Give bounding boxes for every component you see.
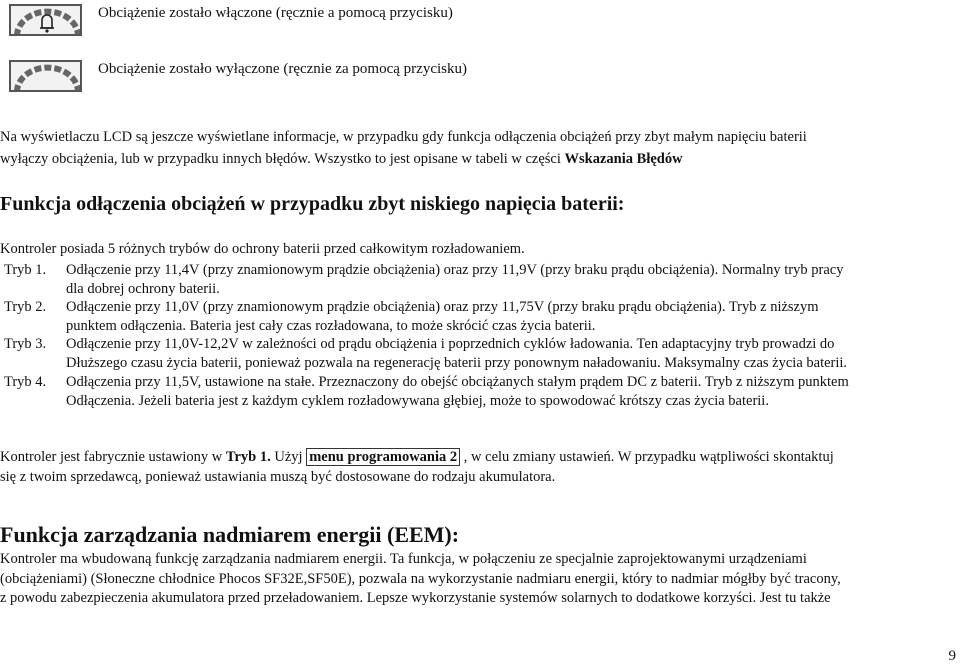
mode-4-line-1: Odłączenia przy 11,5V, ustawione na stałe. Przeznaczony do obejść obciążanych stałym prądem DC z baterii. Tryb z niższym punktem <box>66 374 849 390</box>
lcd-load-on-icon <box>9 4 82 36</box>
factory-text-d: , w celu zmiany ustawień. W przypadku wątpliwości skontaktuj <box>460 449 834 465</box>
programming-menu-link[interactable]: menu programowania 2 <box>306 448 460 466</box>
mode-2-label: Tryb 2. <box>4 299 47 315</box>
factory-line-1 <box>0 448 834 467</box>
mode-2-line-2: punktem odłączenia. Bateria jest cały czas rozładowana, to może skrócić czas życia baterii. <box>66 318 596 334</box>
intro-line-1: Na wyświetlaczu LCD są jeszcze wyświetlane informacje, w przypadku gdy funkcja odłączenia obciążeń przy zbyt małym napięciu baterii <box>0 129 807 145</box>
mode-4-label: Tryb 4. <box>4 374 47 390</box>
mode-1-label: Tryb 1. <box>4 262 47 278</box>
factory-text-a: Kontroler jest fabrycznie ustawiony w <box>0 449 226 465</box>
section-title-low-voltage: Funkcja odłączenia obciążeń w przypadku zbyt niskiego napięcia baterii: <box>0 193 625 215</box>
eem-line-1: Kontroler ma wbudowaną funkcję zarządzania nadmiarem energii. Ta funkcja, w połączeniu ze specjalnie zaprojektowanymi urządzeniami <box>0 551 807 567</box>
factory-mode: Tryb 1. <box>225 449 271 465</box>
eem-line-3: z powodu zabezpieczenia akumulatora przed przeładowaniem. Lepsze wykorzystanie systemów solarnych to dodatkowe korzyści. Jest tu także <box>0 590 831 606</box>
factory-line-2: się z twoim sprzedawcą, ponieważ ustawiania muszą być dostosowane do rodzaju akumulatora. <box>0 469 556 485</box>
lcd-load-off-icon <box>9 60 82 92</box>
mode-3-line-2: Dłuższego czasu życia baterii, ponieważ pozwala na regenerację baterii przy ponownym naładowaniu. Maksymalny czas życia baterii. <box>66 355 848 371</box>
mode-3-line-1: Odłączenie przy 11,0V-12,2V w zależności od prądu obciążenia i poprzednich cyklów ładowania. Ten adaptacyjny tryb prowadzi do <box>66 336 835 352</box>
load-on-caption: Obciążenie zostało włączone (ręcznie a pomocą przycisku) <box>98 5 453 21</box>
mode-1-line-1: Odłączenie przy 11,4V (przy znamionowym prądzie obciążenia) oraz przy 11,9V (przy braku prądu obciążenia). Normalny tryb pracy <box>66 262 844 278</box>
load-off-caption: Obciążenie zostało wyłączone (ręcznie za pomocą przycisku) <box>98 61 467 77</box>
page-number: 9 <box>948 648 956 664</box>
error-indications-ref: Wskazania Błędów <box>564 151 683 167</box>
intro-line-2 <box>0 150 683 169</box>
mode-1-line-2: dla dobrej ochrony baterii. <box>66 281 220 297</box>
modes-lead: Kontroler posiada 5 różnych trybów do ochrony baterii przed całkowitym rozładowaniem. <box>0 241 525 257</box>
mode-2-line-1: Odłączenie przy 11,0V (przy znamionowym prądzie obciążenia) oraz przy 11,75V (przy braku prądu obciążenia). Tryb z niższym <box>66 299 819 315</box>
eem-line-2: (obciążeniami) (Słoneczne chłodnice Phocos SF32E,SF50E), pozwala na wykorzystanie nadmiaru energii, który to nadmiar mógłby być tracony, <box>0 571 841 587</box>
mode-3-label: Tryb 3. <box>4 336 47 352</box>
factory-text-c: Użyj <box>270 449 307 465</box>
mode-4-line-2: Odłączenia. Jeżeli bateria jest z każdym cyklem rozładowywana głębiej, może to spowodować krótszy czas życia baterii. <box>66 393 769 409</box>
intro-line-2-text: wyłączy obciążenia, lub w przypadku innych błędów. Wszystko to jest opisane w tabeli w części <box>0 151 565 167</box>
section-title-eem: Funkcja zarządzania nadmiarem energii (EEM): <box>0 522 460 547</box>
